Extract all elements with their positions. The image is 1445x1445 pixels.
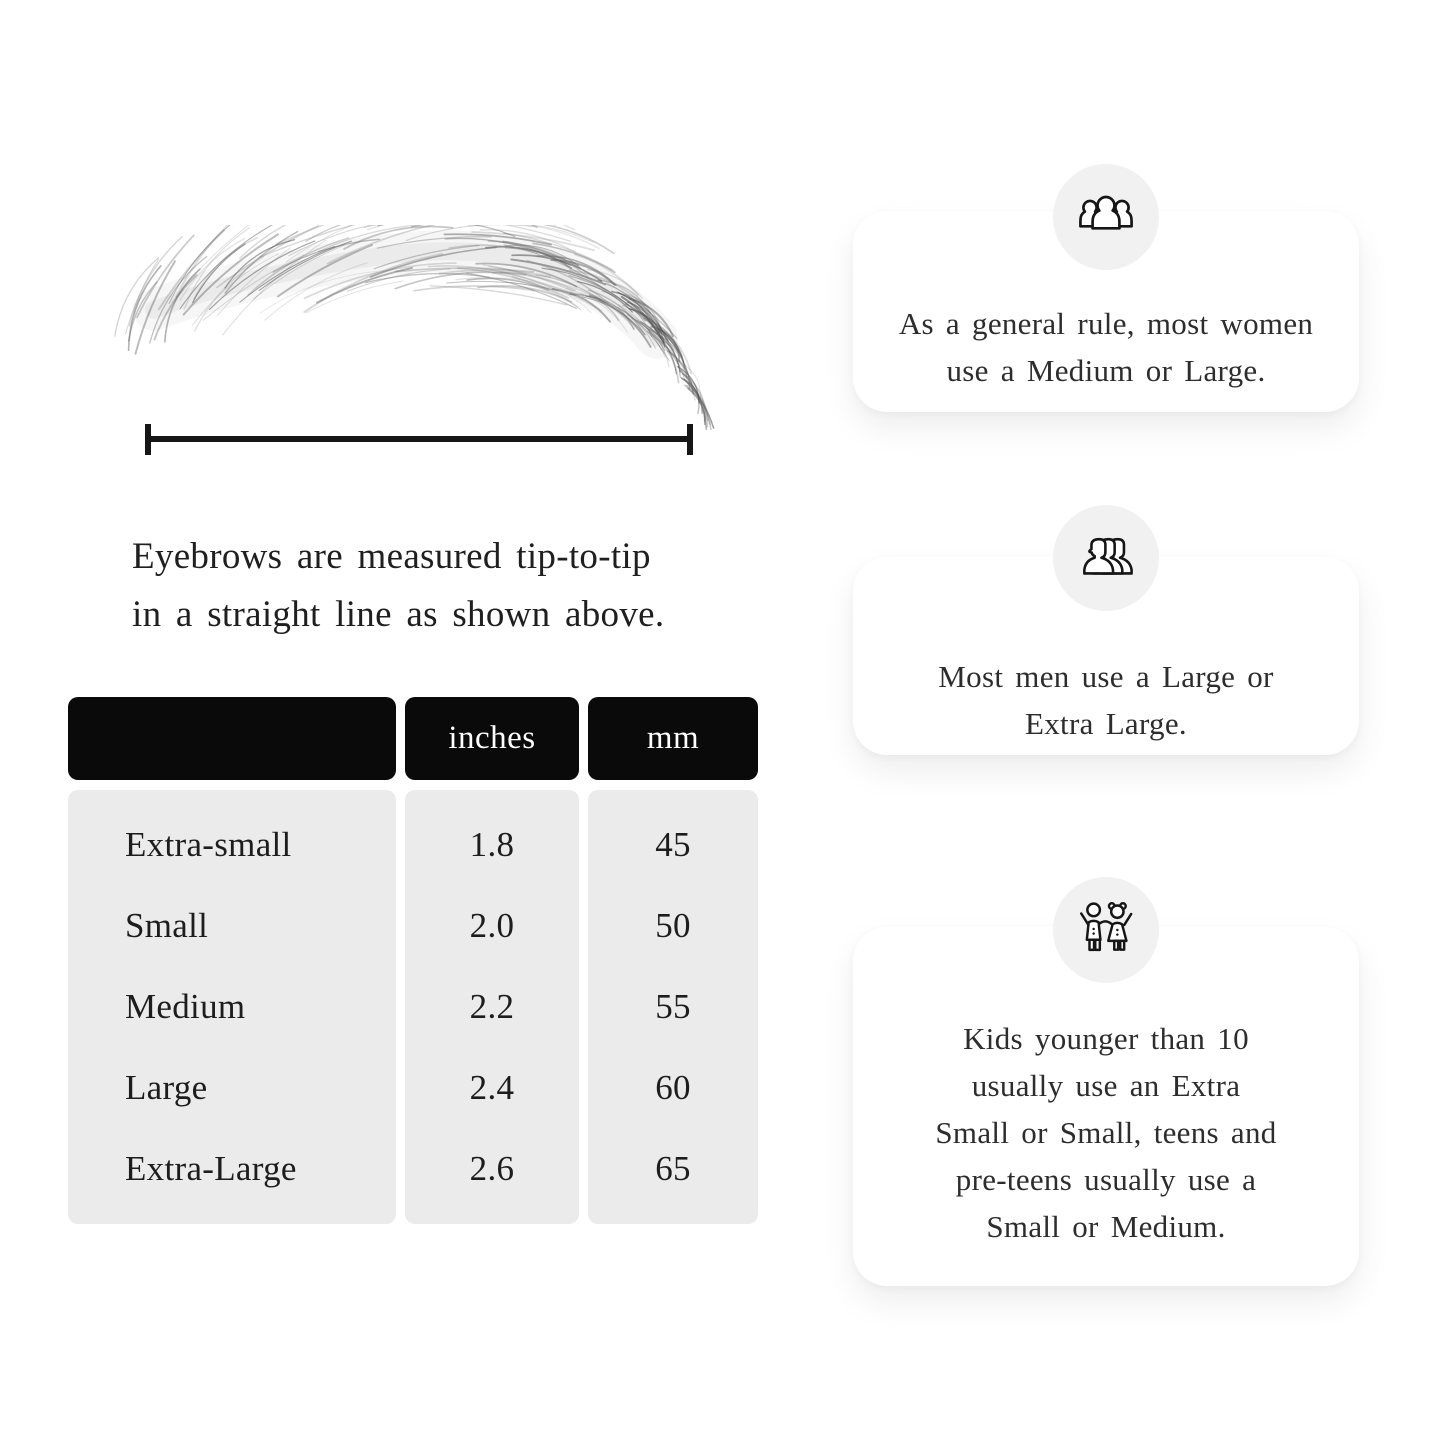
men-card-line-2: Extra Large. bbox=[1025, 705, 1187, 741]
info-card-women bbox=[853, 211, 1359, 412]
women-card-line-1: As a general rule, most women bbox=[898, 305, 1314, 341]
measurement-line-left-cap bbox=[145, 424, 151, 455]
inches-cell: 2.6 bbox=[469, 1148, 515, 1188]
figure-caption-line-2: in a straight line as shown above. bbox=[132, 594, 665, 635]
kids-card-text bbox=[935, 964, 1276, 1250]
measurement-line bbox=[145, 436, 693, 442]
inches-cell: 1.8 bbox=[469, 825, 515, 865]
figure-caption bbox=[132, 528, 664, 644]
size-cell: Large bbox=[125, 1067, 208, 1107]
size-table-body-mm bbox=[588, 790, 758, 1224]
women-icon-circle bbox=[1053, 164, 1159, 270]
inches-cell: 2.0 bbox=[469, 906, 515, 946]
size-table-body-size bbox=[68, 790, 396, 1224]
size-table bbox=[68, 697, 758, 1224]
size-cell: Extra-Large bbox=[125, 1148, 297, 1188]
men-card-line-1: Most men use a Large or bbox=[938, 658, 1274, 694]
size-table-header-mm: mm bbox=[588, 697, 758, 780]
kids-card-line-3: Small or Small, teens and bbox=[935, 1114, 1277, 1150]
kids-card-line-5: Small or Medium. bbox=[986, 1208, 1226, 1244]
size-cell: Medium bbox=[125, 986, 246, 1026]
info-card-kids bbox=[853, 927, 1359, 1286]
inches-cell: 2.4 bbox=[469, 1067, 515, 1107]
men-icon-circle bbox=[1053, 505, 1159, 611]
women-card-line-2: use a Medium or Large. bbox=[946, 352, 1266, 388]
measurement-line-right-cap bbox=[687, 424, 693, 455]
size-table-column-inches bbox=[405, 697, 579, 1224]
kids-icon-circle bbox=[1053, 877, 1159, 983]
kids-card-line-1: Kids younger than 10 bbox=[963, 1020, 1249, 1056]
size-table-body-inches bbox=[405, 790, 579, 1224]
kids-card-line-4: pre-teens usually use a bbox=[955, 1161, 1257, 1197]
info-card-men bbox=[853, 557, 1359, 755]
size-table-column-mm bbox=[588, 697, 758, 1224]
women-group-icon bbox=[1073, 184, 1139, 250]
size-cell: Small bbox=[125, 906, 209, 946]
kids-card-line-2: usually use an Extra bbox=[971, 1067, 1241, 1103]
size-table-column-size bbox=[68, 697, 396, 1224]
men-group-icon bbox=[1073, 525, 1139, 591]
eyebrow-illustration bbox=[95, 225, 725, 430]
mm-cell: 55 bbox=[655, 986, 691, 1026]
size-cell: Extra-small bbox=[125, 825, 292, 865]
size-table-header-size bbox=[68, 697, 396, 780]
mm-cell: 50 bbox=[655, 906, 691, 946]
size-table-header-inches: inches bbox=[405, 697, 579, 780]
mm-cell: 65 bbox=[655, 1148, 691, 1188]
kids-icon bbox=[1073, 897, 1139, 963]
inches-cell: 2.2 bbox=[469, 986, 515, 1026]
mm-cell: 60 bbox=[655, 1067, 691, 1107]
mm-cell: 45 bbox=[655, 825, 691, 865]
figure-caption-line-1: Eyebrows are measured tip-to-tip bbox=[132, 536, 651, 577]
